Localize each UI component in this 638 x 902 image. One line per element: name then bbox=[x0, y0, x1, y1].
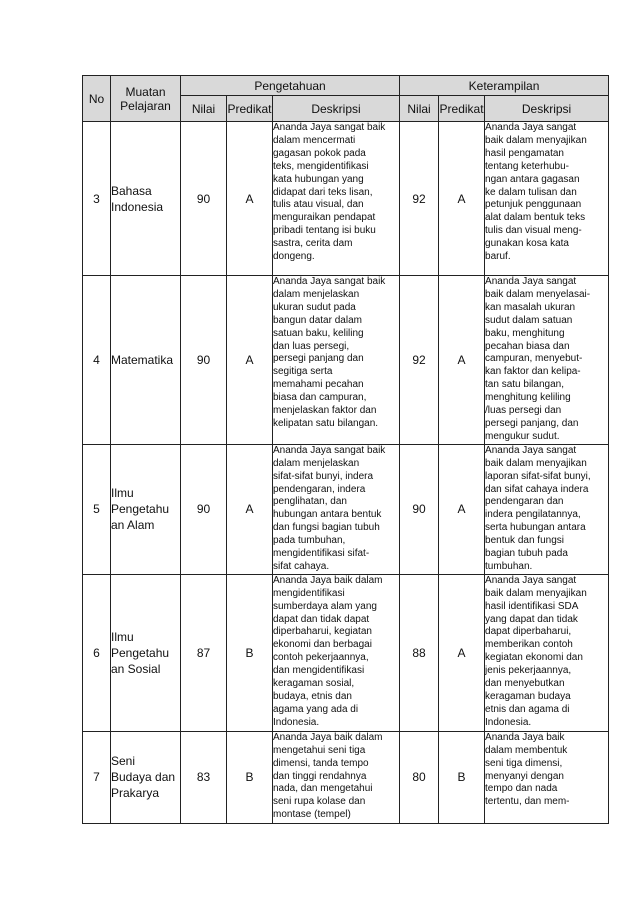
text-line: tan satu bilangan, bbox=[485, 379, 564, 391]
text-line: pendengaran dan bbox=[485, 496, 564, 508]
text-line: hubungan antara bentuk bbox=[273, 509, 382, 521]
keterampilan-predikat: A bbox=[439, 276, 485, 445]
text-line: bentuk dan fungsi bbox=[485, 535, 564, 547]
text-line: yang dapat dan tidak bbox=[485, 613, 578, 625]
text-line: montase (tempel) bbox=[273, 809, 351, 821]
text-line: mengetahui seni tiga bbox=[273, 744, 366, 756]
text-line: satuan baku, keliling bbox=[273, 327, 364, 339]
text-line: kegiatan ekonomi dan bbox=[485, 652, 583, 664]
text-line: Budaya dan bbox=[111, 770, 176, 785]
keterampilan-predikat: A bbox=[439, 574, 485, 731]
text-line: campuran, menyebut- bbox=[485, 353, 583, 365]
subject-name bbox=[111, 574, 181, 731]
text-line: serta hubungan antara bbox=[485, 522, 586, 534]
text-line: dan menyebutkan bbox=[485, 678, 565, 690]
text-line: tentang keterhubu- bbox=[485, 160, 569, 172]
header-muatan-line: Pelajaran bbox=[120, 98, 171, 113]
text-line: petunjuk penggunaan bbox=[485, 199, 582, 211]
keterampilan-deskripsi bbox=[485, 276, 609, 445]
text-line: menjelaskan faktor dan bbox=[273, 405, 377, 417]
text-line: diperbaharui, kegiatan bbox=[273, 626, 372, 638]
text-line: kelipatan satu bilangan. bbox=[273, 417, 379, 429]
text-line: pendengaran, indera bbox=[273, 483, 366, 495]
text-line: Ananda Jaya sangat bbox=[485, 276, 577, 287]
pengetahuan-deskripsi bbox=[273, 276, 400, 445]
text-line: didapat dari teks lisan, bbox=[273, 186, 373, 198]
text-line: baku, menghitung bbox=[485, 327, 565, 339]
row-number: 5 bbox=[83, 444, 111, 574]
keterampilan-predikat: A bbox=[439, 122, 485, 276]
table-row bbox=[83, 276, 609, 445]
table-row bbox=[83, 444, 609, 574]
text-line: Ananda Jaya baik bbox=[485, 731, 565, 743]
text-line: keragaman budaya bbox=[485, 691, 571, 702]
text-line: Ananda Jaya baik dalam bbox=[273, 731, 383, 743]
text-line: bagian tubuh pada bbox=[485, 548, 568, 560]
text-line: keragaman sosial, bbox=[273, 678, 355, 690]
text-line: hasil pengamatan bbox=[485, 147, 564, 159]
text-line: Ananda Jaya sangat baik bbox=[273, 444, 386, 456]
text-line: dan sifat cahaya indera bbox=[485, 483, 589, 495]
text-line: dapat dan tidak dapat bbox=[273, 613, 370, 625]
keterampilan-predikat: B bbox=[439, 731, 485, 823]
pengetahuan-nilai: 83 bbox=[181, 731, 227, 823]
text-line: sifat cahaya. bbox=[273, 560, 330, 572]
row-number: 6 bbox=[83, 574, 111, 731]
keterampilan-nilai: 92 bbox=[400, 276, 439, 445]
text-line: Pengetahu bbox=[111, 502, 170, 517]
text-line: persegi panjang, dan bbox=[485, 417, 579, 429]
text-line: tertentu, dan mem- bbox=[485, 796, 570, 808]
subject-name bbox=[111, 731, 181, 823]
keterampilan-deskripsi bbox=[485, 444, 609, 574]
header-p-deskripsi: Deskripsi bbox=[273, 96, 400, 122]
pengetahuan-deskripsi bbox=[273, 444, 400, 574]
text-line: menguraikan pendapat bbox=[273, 212, 376, 224]
pengetahuan-deskripsi bbox=[273, 122, 400, 276]
text-line: segitiga serta bbox=[273, 366, 333, 378]
text-line: ngan antara gagasan bbox=[485, 173, 580, 185]
text-line: mengidentifikasi bbox=[273, 587, 345, 599]
text-line: budaya, etnis dan bbox=[273, 691, 352, 702]
row-number: 3 bbox=[83, 122, 111, 276]
text-line: Ananda Jaya sangat bbox=[485, 122, 577, 133]
pengetahuan-predikat: B bbox=[227, 574, 273, 731]
subject-name bbox=[111, 276, 181, 445]
pengetahuan-nilai: 90 bbox=[181, 122, 227, 276]
header-no: No bbox=[83, 76, 111, 122]
text-line: indera pengilatannya, bbox=[485, 509, 581, 521]
keterampilan-nilai: 92 bbox=[400, 122, 439, 276]
text-line: sastra, cerita dam bbox=[273, 238, 353, 250]
text-line: Indonesia. bbox=[485, 716, 532, 728]
text-line: persegi panjang dan bbox=[273, 353, 364, 365]
keterampilan-predikat: A bbox=[439, 444, 485, 574]
text-line: tumbuhan. bbox=[485, 560, 533, 572]
header-k-predikat: Predikat bbox=[439, 96, 485, 122]
text-line: dan luas persegi, bbox=[273, 340, 350, 352]
keterampilan-deskripsi bbox=[485, 574, 609, 731]
keterampilan-nilai: 88 bbox=[400, 574, 439, 731]
text-line: Pengetahu bbox=[111, 645, 170, 660]
text-line: sifat-sifat bunyi, indera bbox=[273, 470, 374, 482]
pengetahuan-deskripsi bbox=[273, 731, 400, 823]
text-line: teks, mengidentifikasi bbox=[273, 160, 369, 172]
text-line: Ananda Jaya sangat bbox=[485, 444, 577, 456]
text-line: Ananda Jaya baik dalam bbox=[273, 574, 383, 586]
text-line: Ilmu bbox=[111, 629, 134, 644]
text-line: baruf. bbox=[485, 251, 511, 263]
table-row bbox=[83, 574, 609, 731]
pengetahuan-nilai: 90 bbox=[181, 444, 227, 574]
text-line: menghitung keliling bbox=[485, 392, 571, 404]
text-line: contoh pekerjaannya, bbox=[273, 652, 369, 664]
text-line: seni rupa kolase dan bbox=[273, 796, 366, 808]
header-pengetahuan: Pengetahuan bbox=[181, 76, 400, 96]
text-line: jenis pekerjaannya, bbox=[485, 665, 572, 677]
header-p-predikat: Predikat bbox=[227, 96, 273, 122]
text-line: pribadi tentang isi buku bbox=[273, 225, 376, 237]
keterampilan-nilai: 90 bbox=[400, 444, 439, 574]
text-line: dan mengidentifikasi bbox=[273, 665, 365, 677]
pengetahuan-predikat: A bbox=[227, 276, 273, 445]
text-line: bangun datar dalam bbox=[273, 314, 362, 326]
pengetahuan-predikat: B bbox=[227, 731, 273, 823]
text-line: kan masalah ukuran bbox=[485, 301, 576, 313]
pengetahuan-predikat: A bbox=[227, 122, 273, 276]
text-line: etnis dan agama di bbox=[485, 703, 570, 715]
text-line: Ananda Jaya sangat baik bbox=[273, 276, 386, 287]
text-line: biasa dan campuran, bbox=[273, 392, 367, 404]
text-line: memberikan contoh bbox=[485, 639, 573, 651]
pengetahuan-predikat: A bbox=[227, 444, 273, 574]
text-line: kan faktor dan kelipa- bbox=[485, 366, 581, 378]
subject-name bbox=[111, 444, 181, 574]
text-line: dongeng. bbox=[273, 251, 315, 263]
text-line: gagasan pokok pada bbox=[273, 147, 366, 159]
header-muatan-pelajaran bbox=[111, 76, 181, 122]
text-line: Matematika bbox=[111, 352, 174, 367]
text-line: penglihatan, dan bbox=[273, 496, 347, 508]
text-line: dimensi, tanda tempo bbox=[273, 757, 369, 769]
text-line: gunakan kosa kata bbox=[485, 238, 569, 250]
row-number: 4 bbox=[83, 276, 111, 445]
text-line: Ananda Jaya sangat bbox=[485, 574, 577, 586]
header-p-nilai: Nilai bbox=[181, 96, 227, 122]
text-line: Bahasa bbox=[111, 183, 152, 198]
text-line: Prakarya bbox=[111, 786, 160, 801]
text-line: baik dalam menyajikan bbox=[485, 134, 587, 146]
report-rows bbox=[83, 122, 609, 824]
text-line: mengidentifikasi sifat- bbox=[273, 548, 370, 560]
text-line: hasil identifikasi SDA bbox=[485, 600, 579, 612]
text-line: Ilmu bbox=[111, 486, 134, 501]
text-line: dapat diperbaharui, bbox=[485, 626, 572, 638]
row-number: 7 bbox=[83, 731, 111, 823]
table-row bbox=[83, 731, 609, 823]
text-line: kata hubungan yang bbox=[273, 173, 364, 185]
text-line: tulis atau visual, dan bbox=[273, 199, 364, 211]
text-line: memahami pecahan bbox=[273, 379, 364, 391]
text-line: menyanyi dengan bbox=[485, 770, 564, 782]
keterampilan-deskripsi bbox=[485, 122, 609, 276]
text-line: dalam menjelaskan bbox=[273, 457, 360, 469]
text-line: alat dalam bentuk teks bbox=[485, 212, 586, 224]
keterampilan-nilai: 80 bbox=[400, 731, 439, 823]
header-muatan-line: Muatan bbox=[125, 84, 166, 99]
text-line: dalam menjelaskan bbox=[273, 288, 360, 300]
text-line: dan fungsi bagian tubuh bbox=[273, 522, 380, 534]
report-card-table bbox=[82, 75, 609, 824]
table-row bbox=[83, 122, 609, 276]
pengetahuan-nilai: 87 bbox=[181, 574, 227, 731]
text-line: ekonomi dan berbagai bbox=[273, 639, 372, 651]
header-k-deskripsi: Deskripsi bbox=[485, 96, 609, 122]
text-line: laporan sifat-sifat bunyi, bbox=[485, 470, 591, 482]
text-line: tempo dan nada bbox=[485, 783, 558, 795]
text-line: mengukur sudut. bbox=[485, 430, 560, 442]
text-line: baik dalam menyajikan bbox=[485, 587, 587, 599]
text-line: an Alam bbox=[111, 518, 155, 533]
text-line: Indonesia. bbox=[273, 716, 320, 728]
keterampilan-deskripsi bbox=[485, 731, 609, 823]
text-line: sumberdaya alam yang bbox=[273, 600, 377, 612]
text-line: pada tumbuhan, bbox=[273, 535, 346, 547]
text-line: dan tinggi rendahnya bbox=[273, 770, 367, 782]
text-line: ke dalam tulisan dan bbox=[485, 186, 577, 198]
text-line: agama yang ada di bbox=[273, 703, 359, 715]
text-line: dalam mencermati bbox=[273, 134, 356, 146]
text-line: Seni bbox=[111, 754, 136, 769]
text-line: Indonesia bbox=[111, 199, 164, 214]
subject-name bbox=[111, 122, 181, 276]
pengetahuan-deskripsi bbox=[273, 574, 400, 731]
header-keterampilan: Keterampilan bbox=[400, 76, 609, 96]
text-line: baik dalam menyelasai- bbox=[485, 288, 591, 300]
text-line: sudut dalam satuan bbox=[485, 314, 573, 326]
text-line: an Sosial bbox=[111, 661, 161, 676]
text-line: /luas persegi dan bbox=[485, 405, 562, 417]
text-line: tulis dan visual meng- bbox=[485, 225, 582, 237]
text-line: ukuran sudut pada bbox=[273, 301, 356, 313]
text-line: Ananda Jaya sangat baik bbox=[273, 122, 386, 133]
pengetahuan-nilai: 90 bbox=[181, 276, 227, 445]
header-k-nilai: Nilai bbox=[400, 96, 439, 122]
text-line: seni tiga dimensi, bbox=[485, 757, 563, 769]
text-line: pecahan biasa dan bbox=[485, 340, 570, 352]
text-line: dalam membentuk bbox=[485, 744, 568, 756]
text-line: nada, dan mengetahui bbox=[273, 783, 373, 795]
text-line: baik dalam menyajikan bbox=[485, 457, 587, 469]
